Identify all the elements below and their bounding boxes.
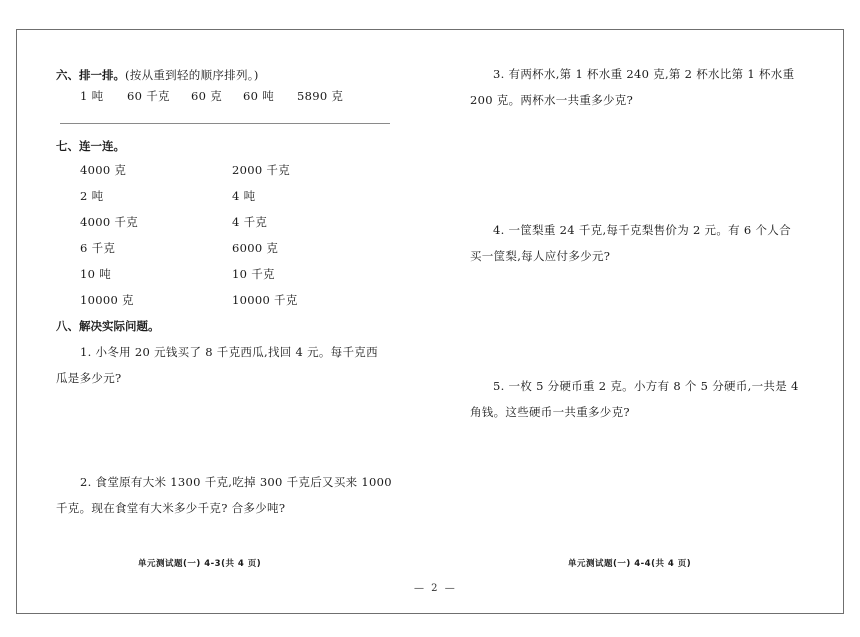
match-left-item: 4000 克 [80, 163, 127, 177]
section-6-note: (按从重到轻的顺序排列。) [125, 68, 259, 82]
sort-item: 5890 克 [297, 89, 344, 103]
match-right-item: 2000 千克 [232, 163, 291, 177]
section-8-title: 八、解决实际问题。 [56, 319, 160, 333]
question-1-line-2: 瓜是多少元? [56, 371, 122, 385]
question-3-line-2: 200 克。两杯水一共重多少克? [470, 93, 634, 107]
section-6-title: 六、排一排。 [56, 68, 125, 82]
question-5-line-2: 角钱。这些硬币一共重多少克? [470, 405, 630, 419]
match-right-item: 4 吨 [232, 189, 256, 203]
match-left-item: 2 吨 [80, 189, 104, 203]
match-left-item: 4000 千克 [80, 215, 139, 229]
page-number: — 2 — [414, 583, 457, 594]
match-right-item: 10000 千克 [232, 293, 298, 307]
left-page-footer: 单元测试题(一) 4-3(共 4 页) [138, 559, 262, 569]
section-7-title: 七、连一连。 [56, 139, 125, 153]
sort-item: 1 吨 [80, 89, 104, 103]
question-4-line-2: 买一筐梨,每人应付多少元? [470, 249, 611, 263]
right-page-footer: 单元测试题(一) 4-4(共 4 页) [568, 559, 692, 569]
answer-line [60, 123, 390, 124]
question-2-line-1: 2. 食堂原有大米 1300 千克,吃掉 300 千克后又买来 1000 [80, 475, 392, 489]
match-left-item: 6 千克 [80, 241, 116, 255]
section-6 [56, 64, 259, 83]
sort-item: 60 千克 [127, 89, 170, 103]
match-right-item: 6000 克 [232, 241, 279, 255]
sort-item: 60 吨 [243, 89, 274, 103]
match-left-item: 10 吨 [80, 267, 111, 281]
match-left-item: 10000 克 [80, 293, 134, 307]
question-4-line-1: 4. 一筐梨重 24 千克,每千克梨售价为 2 元。有 6 个人合 [493, 223, 791, 237]
question-1-line-1: 1. 小冬用 20 元钱买了 8 千克西瓜,找回 4 元。每千克西 [80, 345, 378, 359]
match-right-item: 4 千克 [232, 215, 268, 229]
question-2-line-2: 千克。现在食堂有大米多少千克? 合多少吨? [56, 501, 286, 515]
match-right-item: 10 千克 [232, 267, 275, 281]
sort-item: 60 克 [191, 89, 222, 103]
question-3-line-1: 3. 有两杯水,第 1 杯水重 240 克,第 2 杯水比第 1 杯水重 [493, 67, 795, 81]
question-5-line-1: 5. 一枚 5 分硬币重 2 克。小方有 8 个 5 分硬币,一共是 4 [493, 379, 799, 393]
